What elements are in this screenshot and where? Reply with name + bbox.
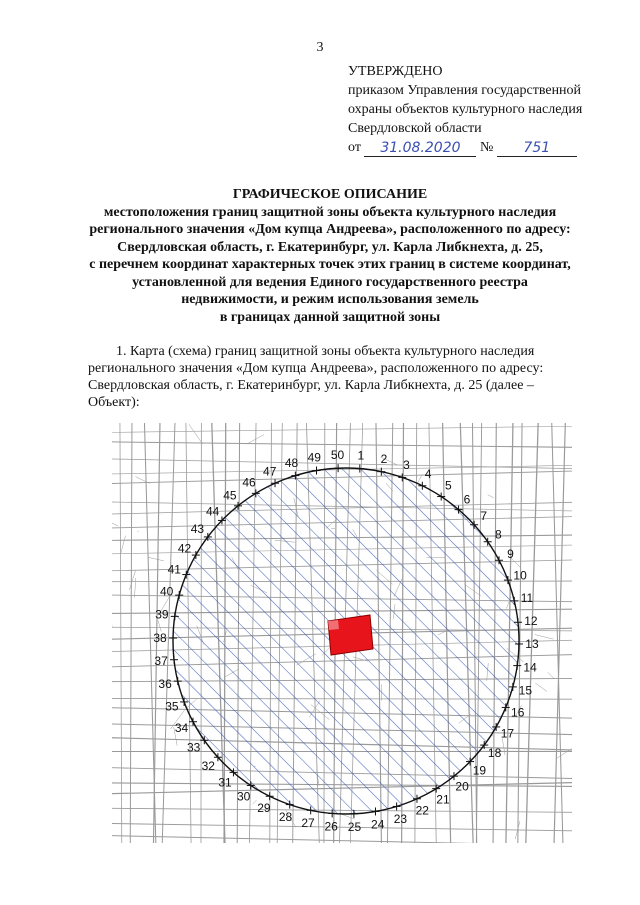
title-line-7: недвижимости, и режим использования земель (181, 292, 479, 307)
approval-line-1: приказом Управления государственной (348, 83, 582, 98)
title-line-6: установленной для ведения Единого государственного реестра (132, 274, 528, 290)
point-label: 2 (380, 451, 388, 466)
map-grid-line (502, 738, 505, 755)
boundary-point-48 (285, 456, 299, 479)
title-line-4: Свердловская область, г. Екатеринбург, ул. Карла Либкнехта, д. 25, (117, 239, 543, 255)
map-grid-line (488, 495, 494, 498)
title-line-2: местоположения границ защитной зоны объекта культурного наследия (103, 204, 557, 220)
point-label: 12 (524, 613, 538, 628)
point-label: 3 (403, 458, 410, 473)
document-title (60, 186, 600, 326)
point-label: 7 (480, 509, 488, 524)
point-label: 21 (436, 792, 450, 807)
point-label: 41 (167, 562, 181, 577)
section-paragraph (88, 343, 613, 411)
point-label: 25 (347, 819, 362, 834)
map-grid-line (535, 683, 547, 691)
point-label: 11 (520, 590, 534, 605)
title-line-5: с перечнем координат характерных точек этих границ в системе координат, (89, 257, 571, 272)
map-grid-line (252, 800, 256, 804)
approval-line-3: Свердловской области (348, 121, 482, 136)
boundary-point-1 (356, 449, 365, 473)
point-label: 5 (445, 478, 452, 493)
section-line-4: Объект): (88, 395, 140, 410)
map-grid-line (112, 824, 572, 831)
map-grid-line (554, 423, 565, 843)
handwritten-date: 31.08.2020 (380, 140, 461, 156)
number-field (497, 139, 577, 157)
point-label: 36 (158, 677, 172, 692)
point-label: 31 (218, 775, 232, 790)
point-label: 48 (284, 456, 299, 471)
point-label: 18 (487, 745, 502, 760)
point-label: 27 (301, 816, 315, 831)
number-label: № (479, 140, 494, 155)
map-grid-line (129, 571, 135, 590)
boundary-point-23 (393, 802, 408, 825)
point-label: 6 (463, 492, 471, 507)
point-label: 4 (424, 467, 432, 482)
point-label: 20 (455, 779, 469, 794)
point-label: 14 (523, 660, 537, 675)
title-line-3: регионального значения «Дом купца Андреева», расположенного по адресу: (89, 222, 571, 237)
boundary-point-49 (308, 451, 322, 475)
point-label: 43 (190, 522, 205, 537)
title-line-1: ГРАФИЧЕСКОЕ ОПИСАНИЕ (232, 187, 428, 202)
point-label: 1 (357, 448, 365, 463)
point-label: 23 (393, 811, 408, 826)
point-label: 44 (205, 504, 220, 519)
point-label: 33 (186, 740, 201, 755)
date-field (364, 139, 476, 157)
map-grid-line (130, 423, 132, 843)
section-line-2: регионального значения «Дом купца Андреева», расположенного по адресу: (88, 361, 544, 376)
point-label: 35 (165, 699, 179, 714)
point-label: 34 (174, 720, 189, 735)
approval-date-number-line (348, 138, 582, 157)
map-grid-line (492, 735, 493, 736)
handwritten-number: 751 (523, 140, 551, 156)
map-canvas (112, 423, 572, 843)
map-grid-line (189, 424, 203, 444)
point-label: 24 (371, 817, 385, 832)
section-line-1: 1. Карта (схема) границ защитной зоны объекта культурного наследия (116, 344, 535, 359)
approval-stamp (348, 62, 582, 157)
point-label: 39 (155, 607, 169, 622)
page-number: 3 (316, 40, 324, 55)
point-label: 22 (415, 803, 429, 818)
point-label: 16 (511, 705, 525, 720)
heritage-object (328, 615, 373, 655)
map-grid-line (552, 423, 563, 843)
section-line-3: Свердловская область, г. Екатеринбург, ул. Карла Либкнехта, д. 25 (далее – (88, 378, 534, 393)
map-grid-line (112, 442, 572, 447)
map-grid-line (134, 578, 135, 598)
map-grid-line (121, 536, 126, 553)
point-label: 50 (330, 448, 345, 463)
point-label: 29 (257, 800, 271, 815)
point-label: 37 (154, 654, 168, 669)
map-grid-line (120, 423, 122, 843)
boundary-map (112, 423, 572, 843)
point-label: 47 (263, 464, 277, 479)
point-label: 45 (223, 488, 237, 503)
point-label: 42 (177, 541, 192, 556)
point-label: 8 (494, 527, 502, 542)
point-label: 9 (507, 547, 514, 562)
point-label: 17 (500, 726, 515, 741)
point-label: 15 (518, 683, 533, 698)
boundary-point-15 (509, 683, 533, 697)
map-grid-line (148, 557, 164, 560)
map-grid-line (548, 672, 555, 679)
point-label: 28 (278, 809, 293, 824)
point-label: 46 (242, 475, 256, 490)
point-label: 32 (201, 758, 215, 773)
point-label: 13 (525, 637, 539, 652)
approval-heading: УТВЕРЖДЕНО (348, 64, 443, 79)
point-label: 19 (472, 763, 487, 778)
point-label: 49 (307, 450, 321, 465)
map-grid-line (112, 836, 572, 843)
point-label: 26 (324, 819, 338, 834)
approval-line-2: охраны объектов культурного наследия (348, 102, 583, 117)
map-grid-line (112, 426, 572, 432)
map-grid-line (112, 519, 118, 526)
point-label: 38 (153, 630, 167, 645)
map-grid-line (526, 423, 538, 843)
point-label: 30 (236, 789, 251, 804)
point-label: 40 (159, 584, 174, 599)
from-label: от (348, 140, 361, 155)
map-grid-line (246, 435, 264, 445)
title-line-8: в границах данной защитной зоны (219, 309, 441, 325)
point-label: 10 (513, 568, 527, 583)
